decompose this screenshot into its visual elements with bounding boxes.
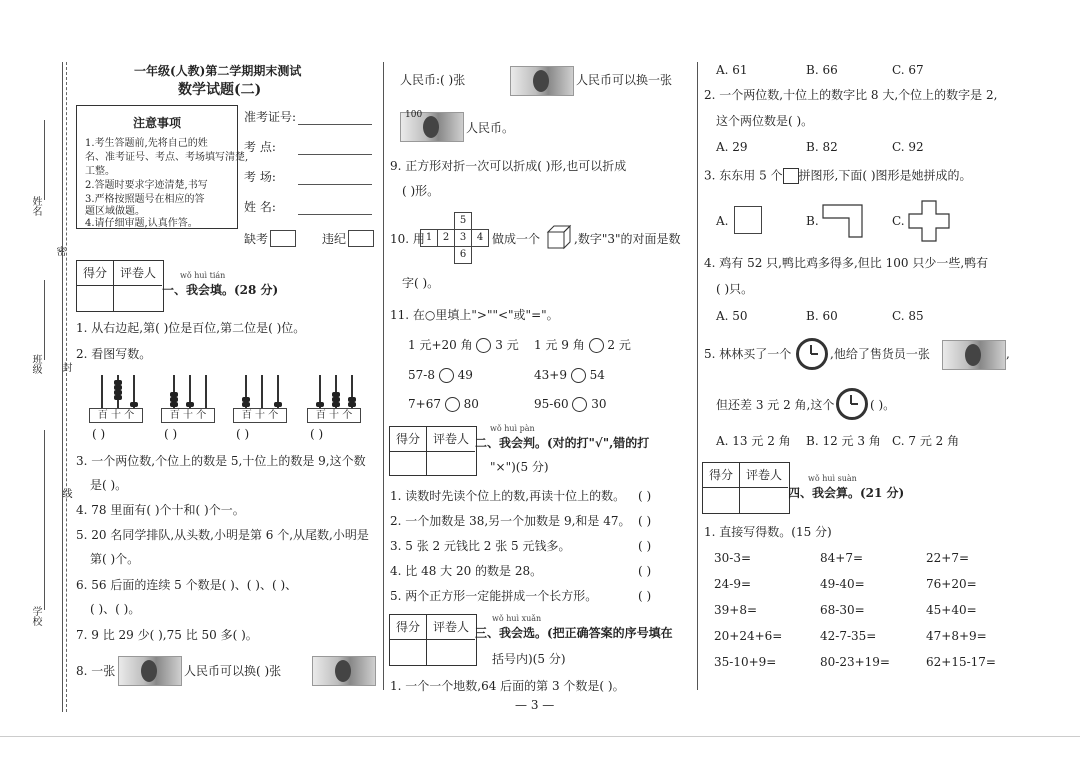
s1-q7: 7. 9 比 29 少( ),75 比 50 多( )。 <box>76 628 258 642</box>
square-shape-icon <box>734 206 762 234</box>
net-cell: 4 <box>471 229 489 247</box>
option[interactable]: A. 13 元 2 角 <box>716 434 791 448</box>
notice-line: 4.请仔细审题,认真作答。 <box>85 218 198 229</box>
option[interactable]: B. 60 <box>806 309 838 323</box>
school-line <box>44 430 45 610</box>
banknote-100-icon <box>118 656 182 686</box>
option[interactable]: B. 12 元 3 角 <box>806 434 881 448</box>
notice-box <box>76 105 249 229</box>
net-cell: 5 <box>454 212 472 230</box>
option[interactable]: B. 66 <box>806 63 838 77</box>
site-label: 考 点: <box>244 140 276 154</box>
abacus-answer[interactable]: ( ) <box>164 427 178 441</box>
compare-circle[interactable] <box>445 397 460 412</box>
s3-q5b-pre: 但还差 3 元 2 角,这个 <box>716 398 835 412</box>
calc-item: 68-30= <box>820 603 865 617</box>
option[interactable]: B. <box>806 214 819 228</box>
alarm-clock-icon <box>836 388 868 420</box>
judge-answer[interactable]: ( ) <box>638 564 652 578</box>
option[interactable]: C. 85 <box>892 309 924 323</box>
violation-checkbox[interactable] <box>348 230 374 247</box>
small-square-icon <box>783 168 799 184</box>
s1-q10-post: 做成一个 <box>492 232 541 246</box>
column-divider-1 <box>383 62 384 690</box>
calc-item: 49-40= <box>820 577 865 591</box>
net-cell: 3 <box>454 229 472 247</box>
side-xian: 线 <box>60 488 71 498</box>
s1-q6b: ( )、( )。 <box>90 602 141 616</box>
score-box-2 <box>389 426 477 476</box>
site-field[interactable] <box>298 154 372 155</box>
s1-q10b: 字( )。 <box>402 276 440 290</box>
s1-q1: 1. 从右边起,第( )位是百位,第二位是( )位。 <box>76 321 306 335</box>
page-bottom-rule <box>0 736 1080 737</box>
room-label: 考 场: <box>244 170 276 184</box>
abacus-label: 百 <box>169 410 180 421</box>
calc-item: 62+15-17= <box>926 655 996 669</box>
abacus-label: 个 <box>342 410 353 421</box>
notice-line: 3.严格按照题号在相应的答 <box>85 194 205 205</box>
cube-icon <box>546 224 572 250</box>
s1-q5a: 5. 20 名同学排队,从头数,小明是第 6 个,从尾数,小明是 <box>76 528 369 542</box>
judge-answer[interactable]: ( ) <box>638 489 652 503</box>
score-box-4 <box>702 462 790 514</box>
abacus-label: 十 <box>255 410 265 421</box>
absent-label: 缺考 <box>244 232 269 246</box>
option[interactable]: A. <box>716 214 729 228</box>
s1-q4: 4. 78 里面有( )个十和( )个一。 <box>76 503 245 517</box>
section3-title: 三、我会选。(把正确答案的序号填在 <box>475 626 673 640</box>
s3-q5-pre: 5. 林林买了一个 <box>704 347 792 361</box>
s1-q10-post2: ,数字"3"的对面是数 <box>574 232 681 246</box>
compare-right: 1 元 9 角 2 元 <box>534 338 631 352</box>
s3-q2b: 这个两位数是( )。 <box>716 114 814 128</box>
banknote-icon <box>510 66 574 96</box>
exam-subtitle: 数学试题(二) <box>178 82 262 98</box>
calc-item: 84+7= <box>820 551 864 565</box>
score-header: 得分 <box>390 615 427 640</box>
alarm-clock-icon <box>796 338 828 370</box>
abacus-answer[interactable]: ( ) <box>310 427 324 441</box>
judge-item: 5. 两个正方形一定能拼成一个长方形。 <box>390 589 598 603</box>
abacus-label: 十 <box>183 410 193 421</box>
option[interactable]: C. 67 <box>892 63 924 77</box>
abacus-label: 十 <box>111 410 121 421</box>
section2-title2: "×")(5 分) <box>490 460 549 474</box>
abacus-label: 个 <box>268 410 279 421</box>
compare-left: 57-8 49 <box>408 368 473 382</box>
calc-item: 24-9= <box>714 577 752 591</box>
abacus-label: 百 <box>315 410 326 421</box>
s1-q8-cont2: 人民币可以换一张 <box>576 73 673 87</box>
calc-item: 42-7-35= <box>820 629 877 643</box>
judge-answer[interactable]: ( ) <box>638 539 652 553</box>
notice-line: 2.答题时要求字迹清楚,书写 <box>85 180 208 191</box>
section2-title: 二、我会判。(对的打"√",错的打 <box>475 436 650 450</box>
grader-header: 评卷人 <box>740 463 788 488</box>
net-cell: 6 <box>454 246 472 264</box>
calc-item: 35-10+9= <box>714 655 777 669</box>
s4-q1: 1. 直接写得数。(15 分) <box>704 525 832 539</box>
cross-shape-icon <box>908 200 950 242</box>
judge-answer[interactable]: ( ) <box>638 514 652 528</box>
column-divider-2 <box>697 62 698 690</box>
abacus-label: 个 <box>196 410 207 421</box>
name-label: 姓 名: <box>244 200 276 214</box>
option[interactable]: A. 61 <box>716 63 748 77</box>
side-feng: 封 <box>60 362 71 372</box>
s3-q5-end: , <box>1006 347 1010 361</box>
s1-q10-pre: 10. 用 <box>390 232 425 246</box>
calc-item: 80-23+19= <box>820 655 890 669</box>
name-line <box>44 120 45 200</box>
compare-left: 7+67 80 <box>408 397 479 411</box>
score-header: 得分 <box>703 463 740 488</box>
net-cell: 1 <box>420 229 438 247</box>
name-field[interactable] <box>298 214 372 215</box>
calc-item: 76+20= <box>926 577 977 591</box>
s1-q3a: 3. 一个两位数,个位上的数是 5,十位上的数是 9,这个数 <box>76 454 366 468</box>
s1-q8-mid: 人民币可以换( )张 <box>184 664 282 678</box>
calc-item: 45+40= <box>926 603 977 617</box>
notice-title: 注意事项 <box>132 116 181 130</box>
side-mi: 密 <box>54 246 65 256</box>
s3-q4a: 4. 鸡有 52 只,鸭比鸡多得多,但比 100 只少一些,鸭有 <box>704 256 989 270</box>
section1-title: 一、我会填。(28 分) <box>162 283 279 297</box>
s3-q3: 3. 东东用 5 个 拼图形,下面( )图形是她拼成的。 <box>704 168 972 183</box>
s1-q6a: 6. 56 后面的连续 5 个数是( )、( )、( )、 <box>76 578 298 592</box>
judge-item: 1. 读数时先读个位上的数,再读十位上的数。 <box>390 489 626 503</box>
judge-item: 2. 一个加数是 38,另一个加数是 9,和是 47。 <box>390 514 631 528</box>
compare-right: 43+9 54 <box>534 368 605 382</box>
absent-checkbox[interactable] <box>270 230 296 247</box>
binding-line <box>62 62 63 712</box>
abacus-answer[interactable]: ( ) <box>236 427 250 441</box>
abacus-label: 十 <box>329 410 339 421</box>
abacus-answer[interactable]: ( ) <box>92 427 106 441</box>
s1-q8-cont: 人民币:( )张 <box>400 73 466 87</box>
s1-q9b: ( )形。 <box>402 184 440 198</box>
score-header: 得分 <box>390 427 427 452</box>
grader-header: 评卷人 <box>114 261 162 286</box>
grader-header: 评卷人 <box>427 427 475 452</box>
s1-q5b: 第( )个。 <box>90 552 140 566</box>
calc-item: 20+24+6= <box>714 629 783 643</box>
l-shape-icon <box>822 204 864 238</box>
class-line <box>44 280 45 360</box>
option[interactable]: C. 92 <box>892 140 924 154</box>
calc-item: 30-3= <box>714 551 752 565</box>
calc-item: 47+8+9= <box>926 629 987 643</box>
s3-q4b: ( )只。 <box>716 282 754 296</box>
banknote-value: 100 <box>405 110 423 120</box>
s1-q2: 2. 看图写数。 <box>76 347 152 361</box>
ticket-label: 准考证号: <box>244 110 297 124</box>
compare-left: 1 元+20 角 3 元 <box>408 338 519 352</box>
section3-title2: 括号内)(5 分) <box>492 652 566 666</box>
violation-label: 违纪 <box>322 232 347 246</box>
compare-circle[interactable] <box>476 338 491 353</box>
s1-q8-pre: 8. 一张 <box>76 664 116 678</box>
section4-pinyin: wǒ huì suàn <box>808 474 857 483</box>
option[interactable]: C. 7 元 2 角 <box>892 434 960 448</box>
s1-q8-end: 人民币。 <box>466 121 515 135</box>
notice-line: 工整。 <box>85 166 115 177</box>
binding-dashed-line <box>66 62 67 712</box>
side-name-label: 姓名 <box>30 196 41 216</box>
notice-line: 名、准考证号、考点、考场填写清楚, <box>85 152 249 163</box>
option[interactable]: B. 82 <box>806 140 838 154</box>
banknote-50-icon <box>312 656 376 686</box>
grader-header: 评卷人 <box>427 615 475 640</box>
judge-answer[interactable]: ( ) <box>638 589 652 603</box>
compare-right: 95-60 30 <box>534 397 607 411</box>
notice-line: 题区域做题。 <box>85 206 145 217</box>
section1-pinyin: wǒ huì tián <box>180 271 226 280</box>
page-number: — 3 — <box>515 698 555 712</box>
score-box-3 <box>389 614 477 666</box>
s3-q5-mid: ,他给了售货员一张 <box>830 347 930 361</box>
s1-q3b: 是( )。 <box>90 478 128 492</box>
abacus-label: 百 <box>97 410 108 421</box>
net-cell: 2 <box>437 229 455 247</box>
notice-line: 1.考生答题前,先将自己的姓 <box>85 138 208 149</box>
s3-q5b-post: ( )。 <box>870 398 896 412</box>
side-school-label: 学校 <box>30 606 41 626</box>
s1-q9a: 9. 正方形对折一次可以折成( )形,也可以折成 <box>390 159 627 173</box>
compare-circle[interactable] <box>572 397 587 412</box>
section4-title: 四、我会算。(21 分) <box>788 486 905 500</box>
s3-q2a: 2. 一个两位数,十位上的数字比 8 大,个位上的数字是 2, <box>704 88 998 102</box>
compare-circle[interactable] <box>439 368 454 383</box>
s1-q11: 11. 在○里填上">""<"或"="。 <box>390 308 559 322</box>
section2-pinyin: wǒ huì pàn <box>490 424 535 433</box>
judge-item: 3. 5 张 2 元钱比 2 张 5 元钱多。 <box>390 539 571 553</box>
option[interactable]: A. 50 <box>716 309 748 323</box>
section3-pinyin: wǒ huì xuǎn <box>492 614 542 623</box>
abacus-label: 个 <box>124 410 135 421</box>
calc-item: 22+7= <box>926 551 970 565</box>
option[interactable]: C. <box>892 214 905 228</box>
room-field[interactable] <box>298 184 372 185</box>
option[interactable]: A. 29 <box>716 140 748 154</box>
score-box-1 <box>76 260 164 312</box>
side-class-label: 班级 <box>30 354 41 374</box>
s3-q1: 1. 一个一个地数,64 后面的第 3 个数是( )。 <box>390 679 625 693</box>
calc-item: 39+8= <box>714 603 758 617</box>
judge-item: 4. 比 48 大 20 的数是 28。 <box>390 564 543 578</box>
exam-title: 一年级(人教)第二学期期末测试 <box>134 64 302 78</box>
ticket-field[interactable] <box>298 124 372 125</box>
abacus-label: 百 <box>241 410 252 421</box>
compare-circle[interactable] <box>571 368 586 383</box>
compare-circle[interactable] <box>589 338 604 353</box>
banknote-icon <box>942 340 1006 370</box>
score-header: 得分 <box>77 261 114 286</box>
